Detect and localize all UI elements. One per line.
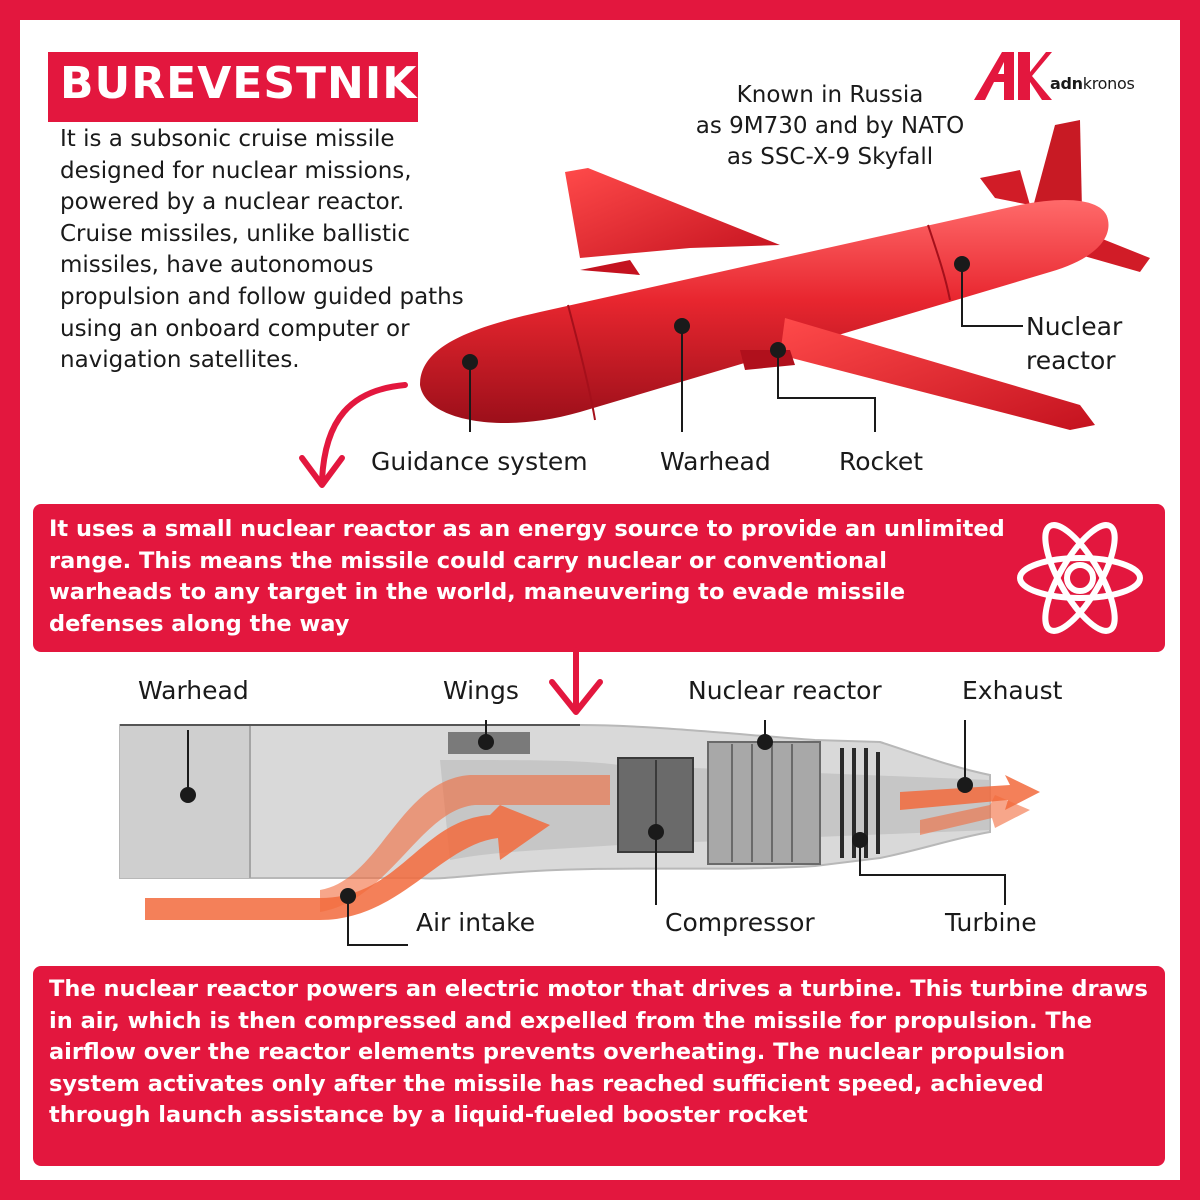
label-cutaway-nuclear-reactor: Nuclear reactor	[688, 676, 882, 705]
propulsion-info-band	[33, 966, 1165, 1166]
label-cutaway-warhead: Warhead	[138, 676, 249, 705]
designation-line: as SSC-X-9 Skyfall	[726, 144, 934, 170]
designation-line: as 9M730 and by NATO	[695, 113, 965, 139]
marker-compressor	[648, 824, 664, 840]
label-guidance-system: Guidance system	[371, 447, 588, 476]
label-nuclear-reactor-line: reactor	[1026, 346, 1116, 375]
label-exhaust: Exhaust	[962, 676, 1063, 705]
reactor-info-text: It uses a small nuclear reactor as an energy source to provide an unlimited range. This means the missile could carry nuclear or conventional warheads to any target in the world, maneuvering to evade missile defenses along the way	[49, 516, 1005, 637]
marker-air-intake	[340, 888, 356, 904]
marker-exhaust	[957, 777, 973, 793]
label-air-intake: Air intake	[416, 908, 536, 937]
label-nuclear-reactor-line: Nuclear	[1026, 312, 1123, 341]
label-turbine: Turbine	[945, 908, 1037, 937]
marker-cutaway-warhead	[180, 787, 196, 803]
label-warhead: Warhead	[660, 447, 771, 476]
propulsion-info-text: The nuclear reactor powers an electric motor that drives a turbine. This turbine draws in air, which is then compressed and expelled from the missile for propulsion. The airflow over the reactor elements prevents overheating. The nuclear propulsion system activates only after the missile has reached sufficient speed, achieved through launch assistance by a liquid-fueled booster rocket	[49, 976, 1148, 1128]
marker-turbine	[852, 832, 868, 848]
page-title: BUREVESTNIK	[60, 58, 418, 109]
marker-wings	[478, 734, 494, 750]
designation-line: Known in Russia	[736, 82, 924, 108]
engine-cutaway	[20, 20, 1180, 960]
infographic	[20, 20, 1180, 1180]
logo-wordmark: adnkronos	[1050, 74, 1135, 93]
reactor-core	[708, 742, 820, 864]
label-rocket: Rocket	[839, 447, 924, 476]
marker-cutaway-reactor	[757, 734, 773, 750]
label-wings: Wings	[443, 676, 519, 705]
label-compressor: Compressor	[665, 908, 815, 937]
intro-paragraph: It is a subsonic cruise missile designed for nuclear missions, powered by a nuclear reactor. Cruise missiles, unlike ballistic missiles, have autonomous propulsion and follow guided paths using an onboard computer or navigation satellites.	[60, 126, 464, 374]
